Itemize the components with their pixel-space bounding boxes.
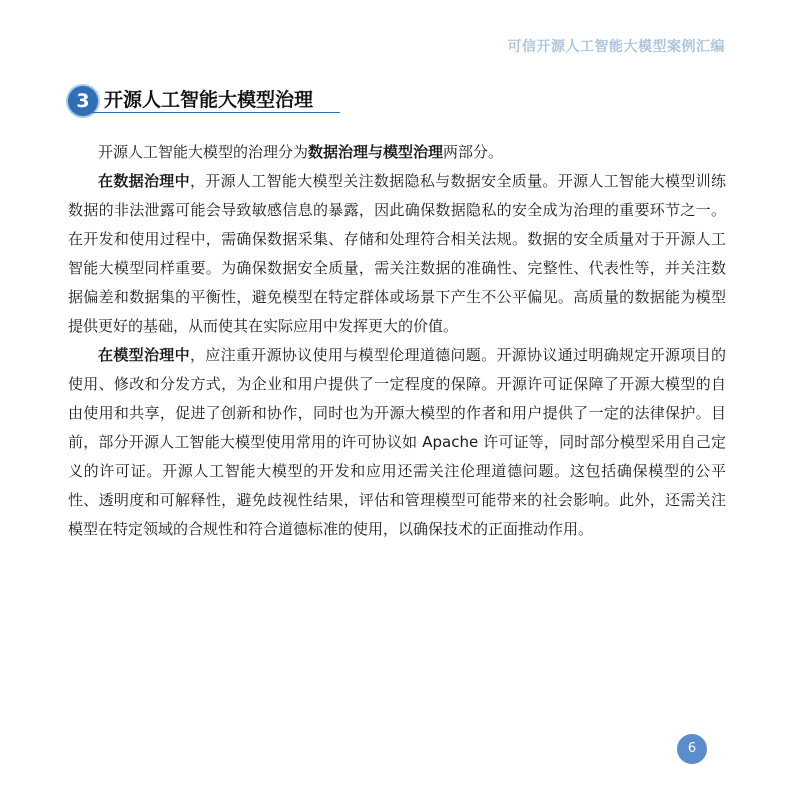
- section-number-badge: 3: [68, 86, 98, 116]
- intro-bold-phrase: 数据治理与模型治理: [308, 143, 444, 161]
- model-governance-text: ，应注重开源协议使用与模型伦理道德问题。开源协议通过明确规定开源项目的使用、修改和分发方式，为企业和用户提供了一定程度的保障。开源许可证保障了开源大模型的自由使用和共享，促进了创新和协作，同时也为开源大模型的作者和用户提供了一定的法律保护。目前，部分开源人工智能大模型使用常用的许可协议如 Apache 许可证等，同时部分模型采用自己定义的许可证。开源人工智能大模型的开发和应用还需关注伦理道德问题。这包括确保模型的公平性、透明度和可解释性，避免歧视性结果，评估和管理模型可能带来的社会影响。此外，还需关注模型在特定领域的合规性和符合道德标准的使用，以确保技术的正面推动作用。: [68, 346, 726, 538]
- section-title: 开源人工智能大模型治理: [104, 89, 314, 111]
- data-governance-text: ，开源人工智能大模型关注数据隐私与数据安全质量。开源人工智能大模型训练数据的非法泄露可能会导致敏感信息的暴露，因此确保数据隐私的安全成为治理的重要环节之一。在开发和使用过程中，需确保数据采集、存储和处理符合相关法规。数据的安全质量对于开源人工智能大模型同样重要。为确保数据安全质量，需关注数据的准确性、完整性、代表性等，并关注数据偏差和数据集的平衡性，避免模型在特定群体或场景下产生不公平偏见。高质量的数据能为模型提供更好的基础，从而使其在实际应用中发挥更大的价值。: [68, 172, 726, 335]
- data-governance-paragraph: [68, 167, 726, 341]
- model-governance-lead: 在模型治理中: [98, 346, 190, 364]
- data-governance-lead: 在数据治理中: [98, 172, 190, 190]
- intro-paragraph: [68, 138, 726, 167]
- running-header: 可信开源人工智能大模型案例汇编: [507, 39, 725, 55]
- section-heading: [68, 86, 340, 116]
- intro-text-before: 开源人工智能大模型的治理分为: [98, 143, 309, 161]
- model-governance-paragraph: [68, 341, 726, 544]
- intro-text-after: 两部分。: [443, 143, 504, 161]
- page-number-badge: 6: [677, 734, 707, 764]
- body-text: [68, 138, 726, 544]
